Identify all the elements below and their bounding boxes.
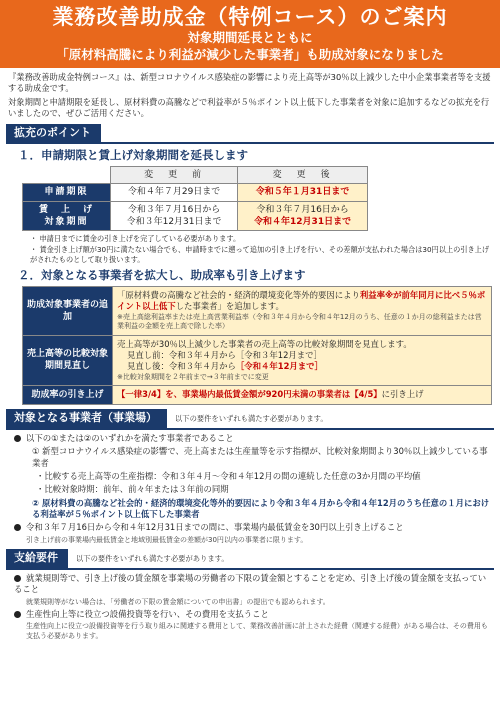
- row-rate-body: 【一律3/4】を、事業場内最低賃金額が920円未満の事業者は【4/5】に引き上げ: [113, 385, 492, 404]
- section-note: 以下の要件をいずれも満たす必要があります。: [175, 413, 328, 423]
- section-tag: 対象となる事業者（事業場）: [6, 409, 167, 428]
- section-note: 以下の要件をいずれも満たす必要があります。: [76, 553, 229, 563]
- page-title: 業務改善助成金（特例コース）のご案内: [52, 5, 448, 29]
- point1-heading: １．申請期限と賃上げ対象期間を延長します: [18, 148, 248, 163]
- point2-heading: ２．対象となる事業者を拡大し、助成率も引き上げます: [18, 268, 306, 283]
- expansion-table: [22, 286, 492, 405]
- row-compare-label: 売上高等の比較対象期間見直し: [23, 335, 113, 385]
- row-period-before: 令和３年７月16日から 令和３年12月31日まで: [111, 202, 238, 231]
- row-deadline-before: 令和４年７月29日まで: [111, 184, 238, 202]
- bullet-icon: [14, 575, 21, 582]
- row-period-label: 賃 上 げ 対象期間: [23, 202, 111, 231]
- row-deadline-label: 申請期限: [23, 184, 111, 202]
- col-before: 変 更 前: [111, 166, 238, 183]
- bullet-icon: [14, 611, 21, 618]
- section-target-header: [6, 409, 494, 430]
- banner-subtitle-1: 対象期間延長とともに: [187, 30, 313, 46]
- row-rate-label: 助成率の引き上げ: [23, 385, 113, 404]
- target-conditions: 以下の①または②のいずれかを満たす事業者であること ① 新型コロナウイルス感染症の影響で、売上高または生産量等を示す指標が、比較対象期間より30％以上減少している事業者 ・比較する売上高等の生産指標：令和３年４月～令和４年12月の間の連続した任意の3か月間の平均値 ・比較対象時期：前年、前々年または３年前の同期 ② 原材料費の高騰など社会的・経済的環境変化等外的要因により令和３年４月から令和４年12月のうち任意の１月における利益率が５％ポイント以上低下した事業者 令和３年７月16日から令和４年12月31日までの間に、事業場内最低賃金を30円以上引き上げること 引き上げ前の事業場内最低賃金と地域別最低賃金の差額が30円以内の事業者に限ります。: [14, 433, 492, 545]
- row-compare-body: 売上高等が30％以上減少した事業者の売上高等の比較対象期間を見直します。 見直し前：令和３年４月から［令和３年12月まで］ 見直し後：令和３年４月から［令和４年12月まで］ ※比較対象期間を２年前まで→３年前までに変更: [113, 335, 492, 385]
- row-target-label: 助成対象事業者の追加: [23, 286, 113, 335]
- intro: [0, 68, 500, 120]
- intro-paragraph-2: 対象期間と申請期限を延長し、原材料費の高騰などで利益率が５％ポイント以上低下した事業者を対象に追加するなどの拡充を行いましたので、ぜひご活用ください。: [8, 97, 490, 119]
- row-deadline-after: 令和５年１月31日まで: [238, 184, 368, 202]
- section-tag: 支給要件: [6, 549, 68, 568]
- intro-paragraph-1: 『業務改善助成金特例コース』は、新型コロナウイルス感染症の影響により売上高等が30％以上減少した中小企業事業者等を支援する助成金です。: [8, 71, 491, 93]
- banner-subtitle-2: 「原材料高騰により利益が減少した事業者」も助成対象になりました: [56, 46, 444, 62]
- title-banner: [0, 0, 500, 68]
- period-table: [22, 166, 368, 231]
- section-requirements-header: [6, 549, 494, 570]
- point1-notes: ・ 申請日までに賃金の引き上げを完了している必要があります。 ・ 賃金引き上げ額が30円に満たない場合でも、申請時までに遡って追加の引き上げを行い、その差額が支払われた場合は30円以上の引き上げがされたものとして取り扱います。: [30, 234, 490, 264]
- section-expansion-header: [6, 124, 494, 145]
- bullet-icon: [14, 435, 21, 442]
- col-after: 変 更 後: [238, 166, 368, 183]
- bullet-icon: [14, 524, 21, 531]
- row-period-after: 令和３年７月16日から 令和４年12月31日まで: [238, 202, 368, 231]
- section-tag: 拡充のポイント: [6, 124, 101, 143]
- requirements: 就業規則等で、引き上げ後の賃金額を事業場の労働者の下限の賃金額とすることを定め、引き上げ後の賃金額を支払っていること 就業規則等がない場合は、「労働者の下限の賃金額についての申出書」の提出でも認められます。 生産性向上等に役立つ設備投資等を行い、その費用を支払うこと 生産性向上に役立つ設備投資等を行う取り組みに関連する費用として、業務改善計画に計上された経費（関連する経費）がある場合は、その費用も支払う必要があります。: [14, 573, 488, 640]
- row-target-body: 「原材料費の高騰など社会的・経済的環境変化等外的要因により利益率※が前年同月に比べ５％ポイント以上低下した事業者」を追加します。 ※売上高総利益率または売上高営業利益率（令和３年４月から令和４年12月のうち、任意の１か月の総利益または営業利益の金額を売上高で除した率）: [113, 286, 492, 335]
